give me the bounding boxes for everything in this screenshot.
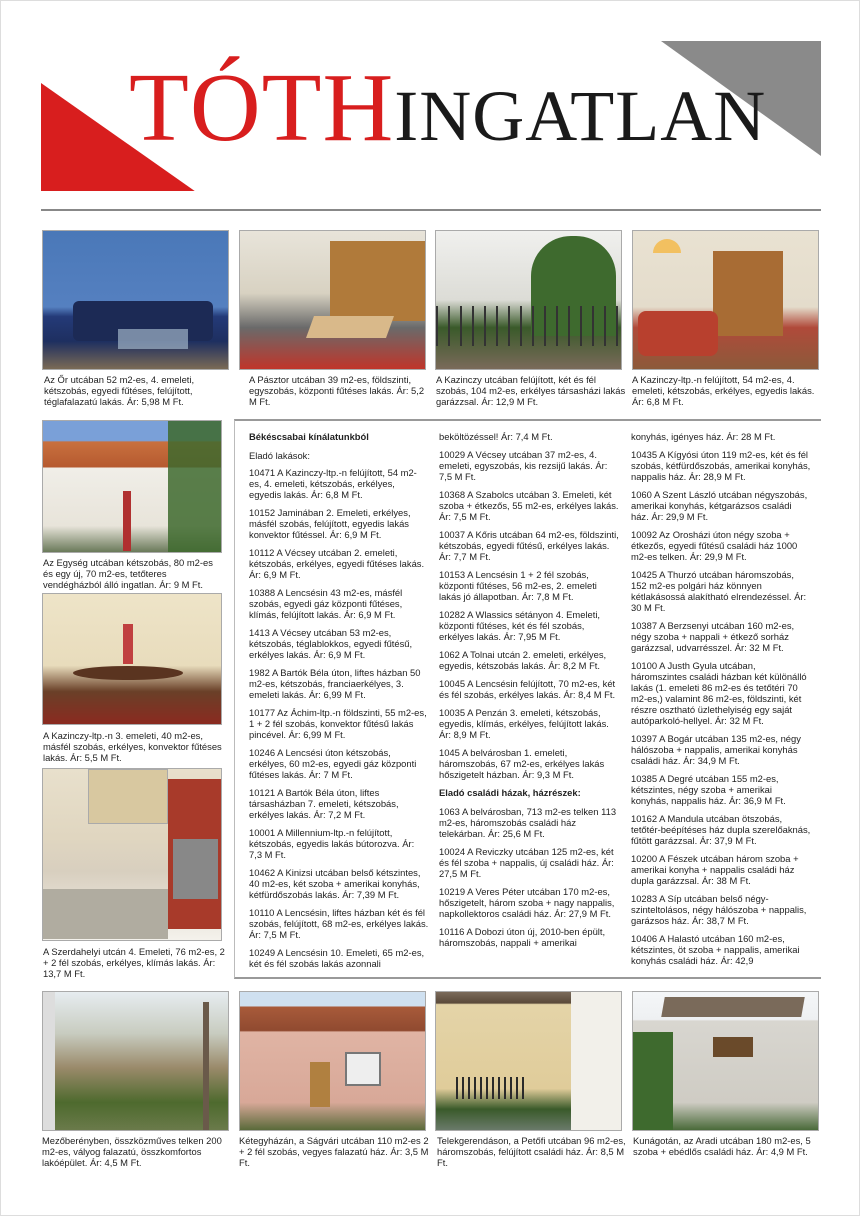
listings-subtitle: Eladó lakások: xyxy=(249,450,310,461)
photo-house-yard xyxy=(42,991,229,1131)
photo-house-yellow xyxy=(435,991,622,1131)
listing-item: 10246 A Lencsési úton kétszobás, erkélyes, 60 m2-es, egyedi gáz központi fűtéses lakás. Ár: 7 M Ft. xyxy=(249,747,417,780)
caption-top-4: A Kazinczy-ltp.-n felújított, 54 m2-es, 4. emeleti, kétszobás, erkélyes, egyedis lakás. Ár: 6,8 M Ft. xyxy=(632,374,815,407)
listing-item: 10162 A Mandula utcában ötszobás, tetőtér-beépítéses ház dupla szerelőaknás, fűtött garázzsal. Ár: 37,9 M Ft. xyxy=(631,813,811,846)
listing-item: 10029 A Vécsey utcában 37 m2-es, 4. emeleti, egyszobás, kis rezsijű lakás. Ár: 7,5 M Ft. xyxy=(439,449,608,482)
listing-item: 10037 A Kőris utcában 64 m2-es, földszinti, kétszobás, egyedi fűtésű, erkélyes lakás. Ár: 7,7 M Ft. xyxy=(439,529,619,562)
listing-item: 10110 A Lencsésin, liftes házban két és fél szobás, felújított, 68 m2-es, erkélyes lakás. Ár: 7,5 M Ft. xyxy=(249,907,429,940)
photo-room-floor xyxy=(239,230,426,370)
listing-item: 1413 A Vécsey utcában 53 m2-es, kétszobás, téglablokkos, egyedi fűtésű, erkélyes lakás. Ár: 6,9 M Ft. xyxy=(249,627,413,660)
caption-bottom-4: Kunágotán, az Aradi utcában 180 m2-es, 5 szoba + ebédlős családi ház. Ár: 4,9 M Ft. xyxy=(633,1135,811,1157)
listing-item: 1062 A Tolnai utcán 2. emeleti, erkélyes, egyedis, kétszobás lakás. Ár: 8,2 M Ft. xyxy=(439,649,607,671)
listing-item: 10425 A Thurzó utcában háromszobás, 152 m2-es polgári ház könnyen kétlakásossá alakítható elrendezéssel. Ár: 30 M Ft. xyxy=(631,569,807,613)
listing-item: 10471 A Kazinczy-ltp.-n felújított, 54 m2-es, 4. emeleti, kétszobás, erkélyes, egyedis lakás. Ár: 6,8 M Ft. xyxy=(249,467,417,500)
photo-house-red-roof xyxy=(42,420,222,553)
listing-item: 10112 A Vécsey utcában 2. emeleti, kétszobás, erkélyes, egyedi fűtéses lakás. Ár: 6,9 M Ft. xyxy=(249,547,425,580)
listing-item: beköltözéssel! Ár: 7,4 M Ft. xyxy=(439,431,553,442)
listing-item: 10283 A Síp utcában belső négy-szinteltolásos, négy hálószoba + nappalis, garázsos ház. Ár: 38,7 M Ft. xyxy=(631,893,807,926)
listing-item: 10368 A Szabolcs utcában 3. Emeleti, két szoba + étkezős, 55 m2-es, erkélyes lakás. Ár: 7,5 M Ft. xyxy=(439,489,619,522)
listing-item: 1063 A belvárosban, 713 m2-es telken 113 m2-es, háromszobás családi ház telekárban. Ár: 25,6 M Ft. xyxy=(439,806,617,839)
listing-item: 10249 A Lencsésin 10. Emeleti, 65 m2-es, két és fél szobás lakás azonnali xyxy=(249,947,425,969)
brand-ingatlan: INGATLAN xyxy=(394,76,767,156)
caption-bottom-1: Mezőberényben, összközműves telken 200 m2-es, vályog falazatú, összkomfortos lakóépület. Ár: 4,5 M Ft. xyxy=(42,1135,222,1168)
listing-item: konyhás, igényes ház. Ár: 28 M Ft. xyxy=(631,431,776,442)
listing-item: 10397 A Bogár utcában 135 m2-es, négy hálószoba + nappalis, amerikai konyhás családi ház. Ár: 34,9 M Ft. xyxy=(631,733,801,766)
listing-item: 10116 A Dobozi úton új, 2010-ben épült, háromszobás, nappali + amerikai xyxy=(439,926,606,948)
listing-item: 10282 A Wlassics sétányon 4. Emeleti, központi fűtéses, két és fél szobás, erkélyes lakás. Ár: 7,95 M Ft. xyxy=(439,609,601,642)
caption-top-1: Az Őr utcában 52 m2-es, 4. emeleti, kétszobás, egyedi fűtéses, felújított, téglafalazatú lakás. Ár: 5,98 M Ft. xyxy=(44,374,195,407)
listing-item: 10152 Jaminában 2. Emeleti, erkélyes, másfél szobás, felújított, egyedis lakás konvektor fűtéssel. Ár: 6,9 M Ft. xyxy=(249,507,411,540)
listing-item: 10121 A Bartók Béla úton, liftes társasházban 7. emeleti, kétszobás, erkélyes lakás. Ár: 7,2 M Ft. xyxy=(249,787,399,820)
photo-room-armchair xyxy=(632,230,819,370)
caption-left-3: A Szerdahelyi utcán 4. Emeleti, 76 m2-es, 2 + 2 fél szobás, erkélyes, klímás lakás. Ár: 13,7 M Ft. xyxy=(43,946,225,979)
brand-name xyxy=(129,54,767,162)
listing-item: 10100 A Justh Gyula utcában, háromszintes családi házban két különálló lakás (1. emeleti 86 m2-es és tetőtéri 70 m2-es,) valamint 86 m2-es, földszinti, két részre osztható üzlethelyiség egy saját autóparkoló-hellyel. Ár: 32 M Ft. xyxy=(631,660,807,726)
listings-col-3 xyxy=(631,431,811,973)
photo-living-room-blue xyxy=(42,230,229,370)
listings-title: Békéscsabai kínálatunkból xyxy=(249,431,369,442)
caption-bottom-3: Telekgerendáson, a Petőfi utcában 96 m2-es, háromszobás, felújított családi ház. Ár: 8,5 M Ft. xyxy=(437,1135,626,1168)
brand-toth: TÓTH xyxy=(129,54,395,162)
photo-kitchen xyxy=(42,768,222,941)
listings-box xyxy=(234,419,821,979)
photo-house-two-storey xyxy=(632,991,819,1131)
listing-item: 10387 A Berzsenyi utcában 160 m2-es, négy szoba + nappali + étkező sorház garázzsal, udvarrésszel. Ár: 32 M Ft. xyxy=(631,620,795,653)
listing-item: 10200 A Fészek utcában három szoba + amerikai konyha + nappalis családi ház dupla garázzsal. Ár: 38 M Ft. xyxy=(631,853,799,886)
houses-heading: Eladó családi házak, házrészek: xyxy=(439,787,581,798)
listing-item: 10385 A Degré utcában 155 m2-es, kétszintes, négy szoba + amerikai konyhás, nappalis ház. Ár: 36,9 M Ft. xyxy=(631,773,786,806)
caption-bottom-2: Kétegyházán, a Ságvári utcában 110 m2-es 2 + 2 fél szobás, vegyes falazatú ház. Ár: 3,5 M Ft. xyxy=(239,1135,429,1168)
listing-item: 10388 A Lencsésin 43 m2-es, másfél szobás, egyedi gáz központi fűtéses, klímás, felújított lakás. Ár: 6,9 M Ft. xyxy=(249,587,403,620)
listing-item: 10177 Az Áchim-ltp.-n földszinti, 55 m2-es, 1 + 2 fél szobás, konvektor fűtésű lakás pincével. Ár: 6,99 M Ft. xyxy=(249,707,427,740)
listing-item: 10219 A Veres Péter utcában 170 m2-es, hőszigetelt, három szoba + nagy nappalis, napkollektoros családi ház. Ár: 27,9 M Ft. xyxy=(439,886,615,919)
caption-left-2: A Kazinczy-ltp.-n 3. emeleti, 40 m2-es, másfél szobás, erkélyes, konvektor fűtéses lakás. Ár: 5,5 M Ft. xyxy=(43,730,222,763)
listing-item: 10045 A Lencsésin felújított, 70 m2-es, két és fél szobás, erkélyes lakás. Ár: 8,4 M Ft. xyxy=(439,678,616,700)
listings-col-1 xyxy=(249,431,429,976)
header-rule xyxy=(41,209,821,211)
listing-item: 10092 Az Orosházi úton négy szoba + étkezős, egyedi fűtésű családi ház 1000 m2-es telken. Ár: 29,9 M Ft. xyxy=(631,529,798,562)
listing-item: 1045 A belvárosban 1. emeleti, háromszobás, 67 m2-es, erkélyes lakás hőszigetelt házban. Ár: 9,3 M Ft. xyxy=(439,747,605,780)
listing-item: 1060 A Szent László utcában négyszobás, amerikai konyhás, kétgarázsos családi ház. Ár: 29,9 M Ft. xyxy=(631,489,808,522)
listing-item: 10153 A Lencsésin 1 + 2 fél szobás, központi fűtéses, 56 m2-es, 2. emeleti lakás jó állapotban. Ár: 7,8 M Ft. xyxy=(439,569,597,602)
caption-top-3: A Kazinczy utcában felújított, két és fél szobás, 104 m2-es, erkélyes társasházi lakás garázzsal. Ár: 12,9 M Ft. xyxy=(436,374,626,407)
listing-item: 10462 A Kinizsi utcában belső kétszintes, 40 m2-es, két szoba + amerikai konyhás, kétfürdőszobás lakás. Ár: 7,39 M Ft. xyxy=(249,867,421,900)
listing-item: 10024 A Reviczky utcában 125 m2-es, két és fél szoba + nappalis, új családi ház. Ár: 27,5 M Ft. xyxy=(439,846,614,879)
photo-dining-room xyxy=(42,593,222,725)
listing-item: 10001 A Millennium-ltp.-n felújított, kétszobás, egyedis lakás bútorozva. Ár: 7,3 M Ft. xyxy=(249,827,415,860)
photo-house-pink xyxy=(239,991,426,1131)
photo-building-balcony xyxy=(435,230,622,370)
listing-item: 10035 A Penzán 3. emeleti, kétszobás, egyedis, klímás, erkélyes, felújított lakás. Ár: 8,9 M Ft. xyxy=(439,707,609,740)
listing-item: 1982 A Bartók Béla úton, liftes házban 50 m2-es, kétszobás, franciaerkélyes, 3. emeleti lakás. Ár: 6,99 M Ft. xyxy=(249,667,421,700)
listings-col-2 xyxy=(439,431,619,955)
listing-item: 10406 A Halastó utcában 160 m2-es, kétszintes, öt szoba + nappalis, amerikai konyhás családi ház. Ár: 42,9 xyxy=(631,933,800,966)
listing-item: 10435 A Kígyósi úton 119 m2-es, két és fél szobás, kétfürdőszobás, amerikai konyhás, nappalis ház. Ár: 28,9 M Ft. xyxy=(631,449,811,482)
caption-left-1: Az Egység utcában kétszobás, 80 m2-es és egy új, 70 m2-es, tetőteres vendégházból álló ingatlan. Ár: 9 M Ft. xyxy=(43,557,213,590)
caption-top-2: A Pásztor utcában 39 m2-es, földszinti, egyszobás, központi fűtéses lakás. Ár: 5,2 M Ft. xyxy=(249,374,425,407)
